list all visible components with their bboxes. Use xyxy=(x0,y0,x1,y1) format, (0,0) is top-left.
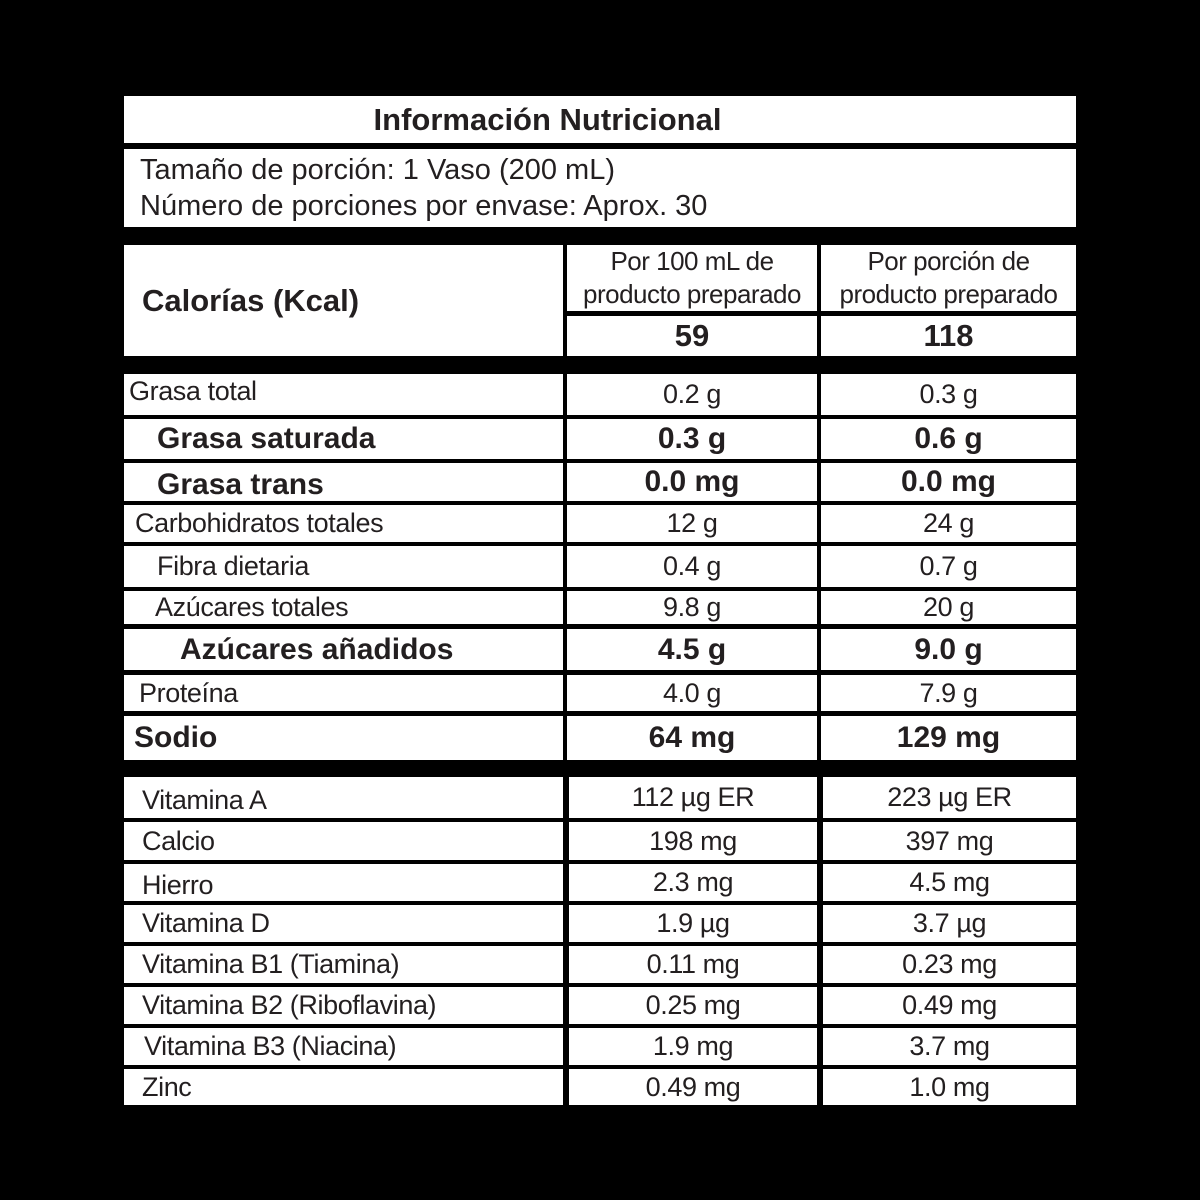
nutrient-name: Carbohidratos totales xyxy=(124,505,563,542)
column-header-line: producto preparado xyxy=(839,279,1058,309)
calories-per-100ml: 59 xyxy=(567,316,817,356)
micronutrient-per-100ml: 0.49 mg xyxy=(569,1069,817,1105)
micronutrient-name: Vitamina A xyxy=(124,777,563,818)
micronutrient-name: Vitamina B2 (Riboflavina) xyxy=(124,987,563,1024)
calories-per-serving: 118 xyxy=(821,316,1076,356)
serving-size: Tamaño de porción: 1 Vaso (200 mL) xyxy=(140,154,616,186)
nutrient-per-serving: 20 g xyxy=(821,591,1076,624)
micronutrient-per-serving: 0.23 mg xyxy=(823,946,1076,983)
nutrient-per-100ml: 9.8 g xyxy=(567,591,817,624)
nutrient-per-serving: 24 g xyxy=(821,505,1076,542)
nutrient-per-serving: 7.9 g xyxy=(821,675,1076,711)
nutrient-per-100ml: 0.4 g xyxy=(567,546,817,587)
label-title: Información Nutricional xyxy=(124,96,1076,143)
nutrient-name: Azúcares totales xyxy=(124,591,563,624)
micronutrient-per-100ml: 1.9 mg xyxy=(569,1028,817,1065)
nutrient-per-100ml: 0.0 mg xyxy=(567,463,817,501)
micronutrient-name: Hierro xyxy=(124,864,563,901)
micronutrient-per-100ml: 0.11 mg xyxy=(569,946,817,983)
nutrient-name: Grasa trans xyxy=(124,463,563,501)
nutrient-per-serving: 0.3 g xyxy=(821,374,1076,415)
micronutrient-name: Vitamina D xyxy=(124,905,563,942)
nutrient-name: Grasa saturada xyxy=(124,419,563,459)
serving-info xyxy=(124,149,1076,227)
nutrient-per-100ml: 4.5 g xyxy=(567,629,817,670)
nutrient-per-100ml: 12 g xyxy=(567,505,817,542)
calories-label: Calorías (Kcal) xyxy=(124,245,563,356)
column-header-line: Por 100 mL de xyxy=(610,246,774,276)
micronutrient-per-serving: 3.7 mg xyxy=(823,1028,1076,1065)
micronutrient-per-serving: 4.5 mg xyxy=(823,864,1076,901)
nutrient-name: Azúcares añadidos xyxy=(124,629,563,670)
micronutrient-per-serving: 0.49 mg xyxy=(823,987,1076,1024)
micronutrient-per-serving: 3.7 µg xyxy=(823,905,1076,942)
nutrient-per-100ml: 64 mg xyxy=(567,716,817,760)
nutrient-per-serving: 0.0 mg xyxy=(821,463,1076,501)
servings-per-container: Número de porciones por envase: Aprox. 30 xyxy=(140,190,708,222)
micronutrient-per-100ml: 1.9 µg xyxy=(569,905,817,942)
micronutrient-per-100ml: 198 mg xyxy=(569,822,817,860)
nutrient-per-100ml: 0.2 g xyxy=(567,374,817,415)
micronutrient-per-100ml: 112 µg ER xyxy=(569,777,817,818)
column-header-line: Por porción de xyxy=(867,246,1030,276)
micronutrient-name: Vitamina B1 (Tiamina) xyxy=(124,946,563,983)
micronutrient-name: Calcio xyxy=(124,822,563,860)
nutrient-name: Sodio xyxy=(124,716,563,760)
nutrient-per-serving: 9.0 g xyxy=(821,629,1076,670)
nutrient-per-serving: 129 mg xyxy=(821,716,1076,760)
micronutrient-per-serving: 223 µg ER xyxy=(823,777,1076,818)
nutrient-name: Proteína xyxy=(124,675,563,711)
nutrient-name: Fibra dietaria xyxy=(124,546,563,587)
micronutrient-name: Vitamina B3 (Niacina) xyxy=(124,1028,563,1065)
micronutrient-per-serving: 397 mg xyxy=(823,822,1076,860)
micronutrient-per-serving: 1.0 mg xyxy=(823,1069,1076,1105)
nutrient-per-serving: 0.7 g xyxy=(821,546,1076,587)
nutrient-name: Grasa total xyxy=(124,374,563,415)
column-header-per-serving xyxy=(821,245,1076,311)
micronutrient-per-100ml: 2.3 mg xyxy=(569,864,817,901)
column-header-line: producto preparado xyxy=(583,279,801,309)
micronutrient-name: Zinc xyxy=(124,1069,563,1105)
nutrient-per-serving: 0.6 g xyxy=(821,419,1076,459)
nutrient-per-100ml: 0.3 g xyxy=(567,419,817,459)
column-header-per-100ml xyxy=(567,245,817,311)
micronutrient-per-100ml: 0.25 mg xyxy=(569,987,817,1024)
nutrient-per-100ml: 4.0 g xyxy=(567,675,817,711)
